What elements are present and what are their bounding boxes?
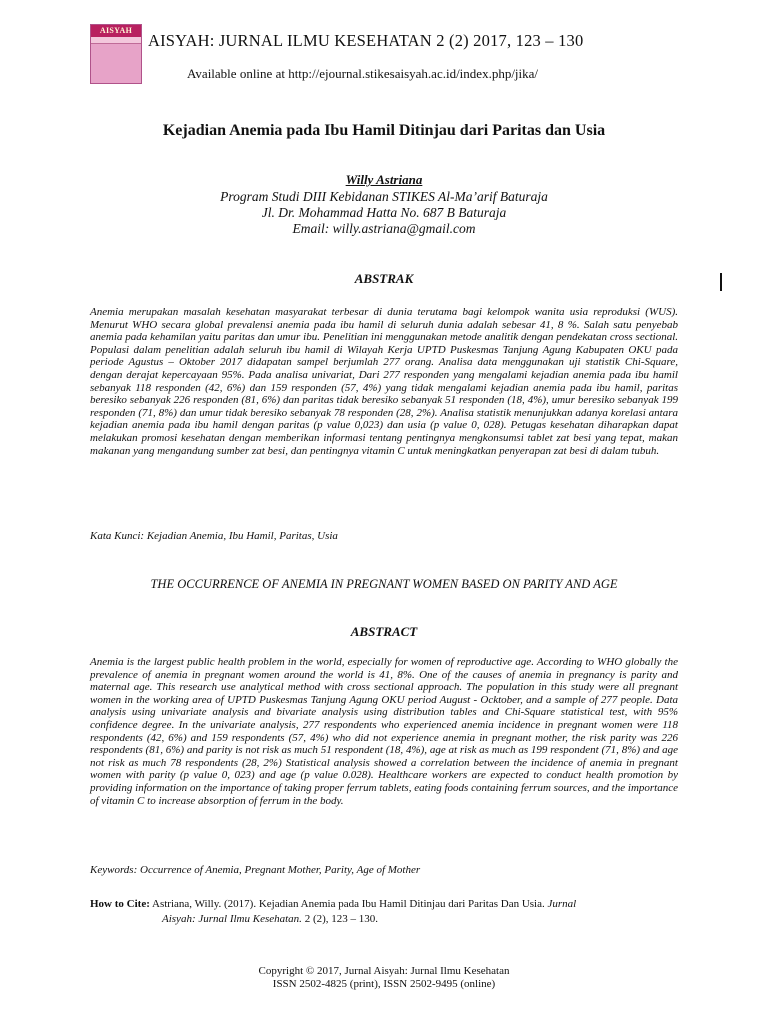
journal-logo-stripe xyxy=(91,37,141,44)
copyright-line: Copyright © 2017, Jurnal Aisyah: Jurnal Ilmu Kesehatan xyxy=(258,965,510,977)
paper-title: Kejadian Anemia pada Ibu Hamil Ditinjau dari Paritas dan Usia xyxy=(162,122,606,139)
cite-line-1 xyxy=(90,897,680,912)
journal-header-line: AISYAH: JURNAL ILMU KESEHATAN 2 (2) 2017, 123 – 130 xyxy=(148,31,584,50)
author-email: Email: willy.astriana@gmail.com xyxy=(292,221,476,236)
issn-line: ISSN 2502-4825 (print), ISSN 2502-9495 (online) xyxy=(272,978,496,990)
cite-volume-pages: 2 (2), 123 – 130. xyxy=(304,913,379,925)
abstract-heading: ABSTRACT xyxy=(350,624,418,639)
abstract-body: Anemia is the largest public health problem in the world, especially for women of reproductive age. According to WHO globally the prevalence of anemia in pregnant women around the world is 41, 8%. One of the causes of anemia in pregnancy is parity and maternal age. This research use analytical method with cross sectional approach. The population in this study were all pregnant women in the working area of UPTD Puskesmas Tanjung Agung OKU period August - Ocktober, and a sample of 277 people. Data analysis using univariate analysis and bivariate analysis using distribution tables and Chi-Square statistical test, with 95% confidence degree. In the univariate analysis, 277 respondents who experienced anemia incidence in pregnant women were 118 respondents (42, 6%) and 159 respondents (57, 4%) who did not experience anemia in pregnant mother, the risk parity was 226 respondents (81, 6%) and parity is not risk as much 51 respondent (18, 4%), age at risk as much as 199 respondent (71, 8%) and age not risk as much 78 respondents (28, 2%) Statistical analysis showed a correlation between the incidence of anemia in pregnant women with parity (p value 0, 023) and age (p value 0.028). Healthcare workers are expected to conduct health promotion by providing information on the importance of taking proper ferrum tablets, eating foods containing ferrum sources, and the importance of vitamin C to increase absorption of ferrum in the body. xyxy=(90,656,678,807)
english-title: THE OCCURRENCE OF ANEMIA IN PREGNANT WOMEN BASED ON PARITY AND AGE xyxy=(150,577,618,591)
cite-label: How to Cite: xyxy=(90,898,150,910)
abstrak-heading: ABSTRAK xyxy=(354,271,414,286)
footer xyxy=(0,965,768,991)
keywords: Keywords: Occurrence of Anemia, Pregnant Mother, Parity, Age of Mother xyxy=(90,864,421,876)
cite-line-2 xyxy=(90,912,680,927)
kata-kunci: Kata Kunci: Kejadian Anemia, Ibu Hamil, Paritas, Usia xyxy=(90,530,338,542)
journal-logo xyxy=(90,24,142,84)
journal-logo-text: AISYAH xyxy=(91,25,141,37)
affiliation-address: Jl. Dr. Mohammad Hatta No. 687 B Baturaja xyxy=(261,205,507,220)
cite-journal-start: Jurnal xyxy=(547,898,577,910)
how-to-cite xyxy=(90,897,680,927)
affiliation-institution: Program Studi DIII Kebidanan STIKES Al-Ma’arif Baturaja xyxy=(220,189,548,204)
cite-journal-name: Aisyah: Jurnal Ilmu Kesehatan. xyxy=(162,913,302,925)
author-name: Willy Astriana xyxy=(345,172,423,187)
abstrak-body: Anemia merupakan masalah kesehatan masyarakat terbesar di dunia terutama bagi kelompok wanita usia reproduksi (WUS). Menurut WHO secara global prevalensi anemia pada ibu hamil di seluruh dunia adalah sebesar 41, 8 %. Salah satu penyebab anemia pada kehamilan yaitu paritas dan umur ibu. Penelitian ini menggunakan metode analitik dengan pendekatan cross sectional. Populasi dalam penelitian adalah seluruh ibu hamil di Wilayah Kerja UPTD Puskesmas Tanjung Agung Kabupaten OKU pada periode Agustus – Oktober 2017 didapatan sampel berjumlah 277 orang. Analisa data menggunakan uji statistik Chi-Square, dengan derajat kepercayaan 95%. Pada analisa univariat, Dari 277 responden yang mengalami kejadian anemia pada ibu hamil sebanyak 118 responden (42, 6%) dan 159 responden (57, 4%) yang tidak mengalami kejadian anemia pada ibu hamil, paritas beresiko sebanyak 226 responden (81, 6%) dan paritas tidak beresiko sebanyak 51 responden (18, 4%), umur beresiko sebanyak 199 responden (71, 8%) dan umur tidak beresiko sebanyak 78 responden (28, 2%). Analisa statistik menunjukkan adanya korelasi antara kejadian anemia pada ibu hamil dengan paritas (p value 0,023) dan usia (p value 0, 028). Petugas kesehatan diharapkan dapat melakukan promosi kesehatan dengan memberikan informasi tentang pentingnya mengkonsumsi tablet zat besi yang tepat, makan makanan yang mengandung sumber zat besi, dan pentingnya vitamin C untuk meningkatkan penyerapan zat besi di dalam tubuh. xyxy=(90,306,678,457)
available-online-link[interactable]: Available online at http://ejournal.stikesaisyah.ac.id/index.php/jika/ xyxy=(187,66,539,81)
text-cursor xyxy=(720,273,722,291)
cite-text: Astriana, Willy. (2017). Kejadian Anemia pada Ibu Hamil Ditinjau dari Paritas Dan Usia. xyxy=(152,898,545,910)
